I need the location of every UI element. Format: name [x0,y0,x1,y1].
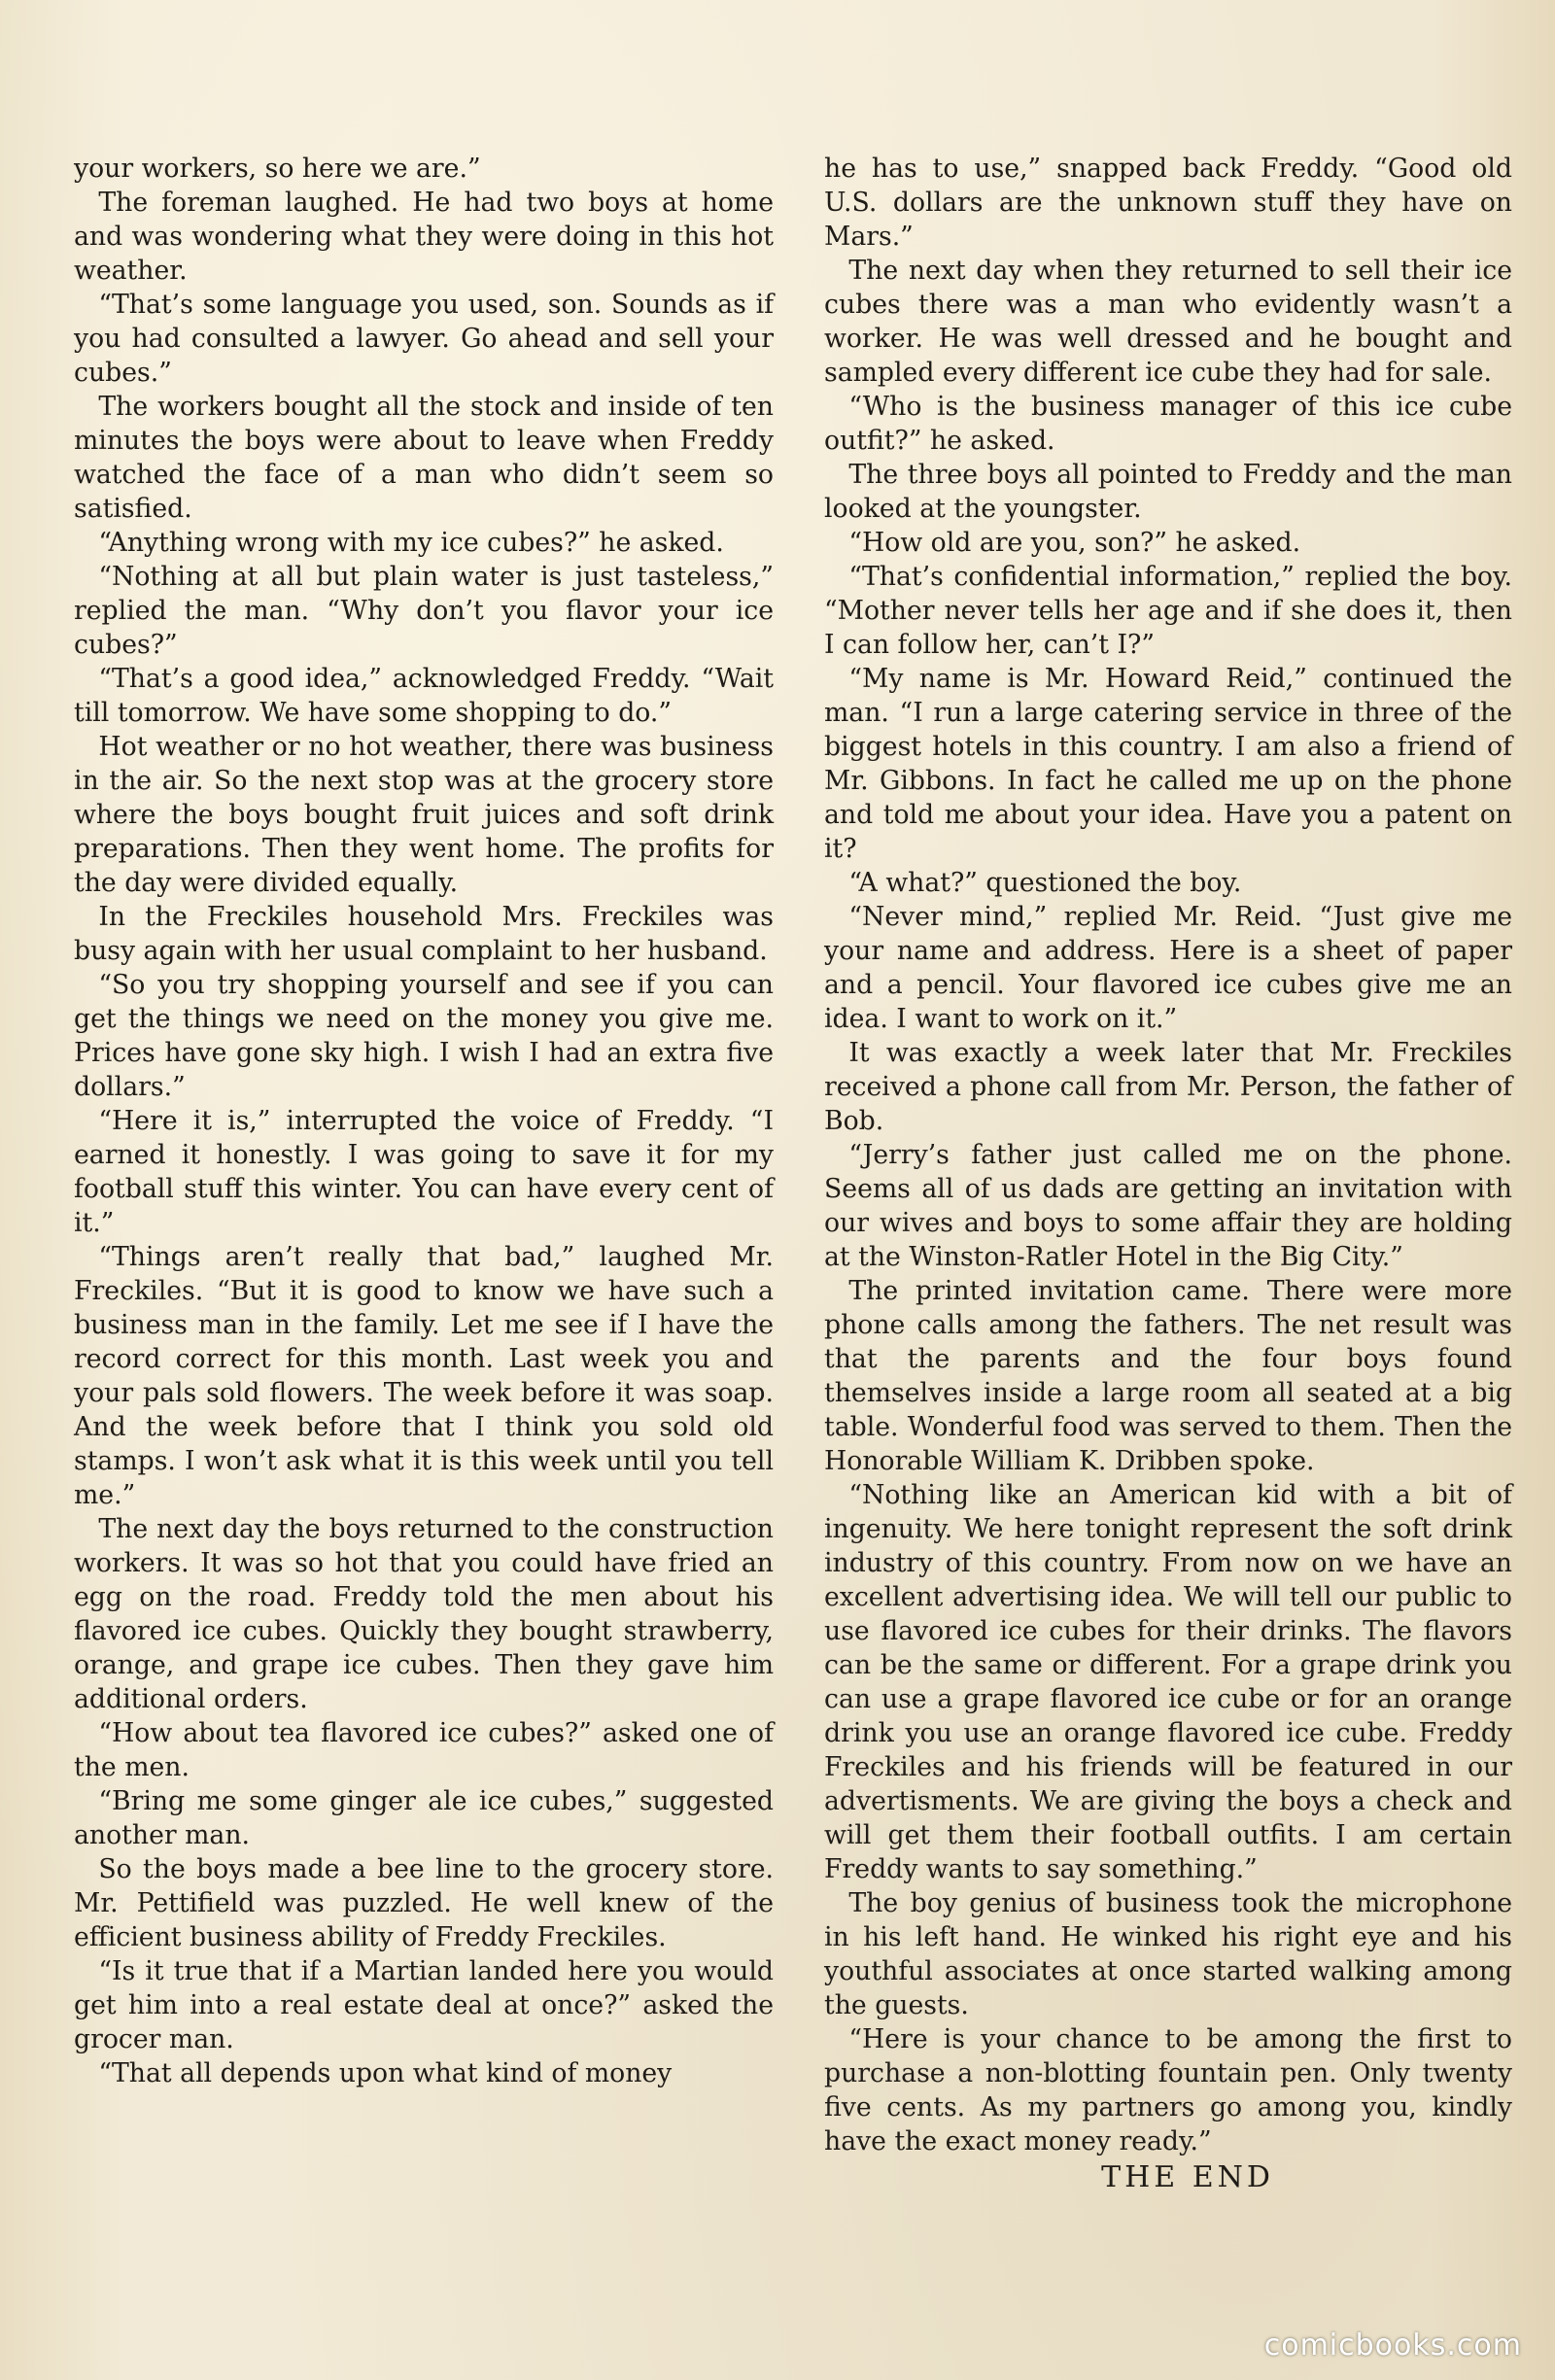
paragraph: “Anything wrong with my ice cubes?” he asked. [98,528,724,558]
paragraph: “A what?” questioned the boy. [848,868,1242,898]
paragraph: “Is it true that if a Martian landed here you would get him into a real estate deal at once?” asked the grocer man. [74,1956,774,2054]
paragraph: “Nothing like an American kid with a bit of ingenuity. We here tonight represent the soft drink industry of this country. From now on we have an excellent advertising idea. We will tell our public to use flavored ice cubes for their drinks. The flavors can be the same or different. For a grape drink you can use a grape flavored ice cube or for an orange drink you use an orange flavored ice cube. Freddy Freckiles and his friends will be featured in our advertisments. We are giving the boys a check and will get them their football outfits. I am certain Freddy wants to say something.” [824,1480,1512,1884]
paragraph: In the Freckiles household Mrs. Freckiles was busy again with her usual complaint to her husband. [74,902,774,966]
paragraph: “My name is Mr. Howard Reid,” continued the man. “I run a large catering service in three of the biggest hotels in this country. I am also a friend of Mr. Gibbons. In fact he called me up on the phone and told me about your idea. Have you a patent on it? [824,664,1512,864]
paragraph: “That’s some language you used, son. Sounds as if you had consulted a lawyer. Go ahead and sell your cubes.” [74,290,774,388]
left-column [74,152,774,2090]
paragraph: “Who is the business manager of this ice cube outfit?” he asked. [824,392,1512,456]
paragraph: “Nothing at all but plain water is just tasteless,” replied the man. “Why don’t you flavor your ice cubes?” [74,562,774,660]
paragraph: The next day when they returned to sell their ice cubes there was a man who evidently wasn’t a worker. He was well dressed and he bought and sampled every different ice cube they had for sale. [824,256,1512,388]
paragraph: So the boys made a bee line to the grocery store. Mr. Pettifield was puzzled. He well knew of the efficient business ability of Freddy Freckiles. [74,1854,774,1952]
paragraph: “How old are you, son?” he asked. [848,528,1301,558]
paragraph: Hot weather or no hot weather, there was business in the air. So the next stop was at the grocery store where the boys bought fruit juices and soft drink preparations. Then they went home. The profits for the day were divided equally. [74,732,774,898]
right-column [824,152,1512,2194]
paragraph: It was exactly a week later that Mr. Freckiles received a phone call from Mr. Person, the father of Bob. [824,1038,1512,1136]
paragraph: “Here it is,” interrupted the voice of Freddy. “I earned it honestly. I was going to save it for my football stuff this winter. You can have every cent of it.” [74,1106,774,1238]
paragraph: The next day the boys returned to the construction workers. It was so hot that you could have fried an egg on the road. Freddy told the men about his flavored ice cubes. Quickly they bought strawberry, orange, and grape ice cubes. Then they gave him additional orders. [74,1514,774,1714]
paragraph: “Things aren’t really that bad,” laughed Mr. Freckiles. “But it is good to know we have such a business man in the family. Let me see if I have the record correct for this month. Last week you and your pals sold flowers. The week before it was soap. And the week before that I think you sold old stamps. I won’t ask what it is this week until you tell me.” [74,1242,774,1510]
paragraph: “So you try shopping yourself and see if you can get the things we need on the money you give me. Prices have gone sky high. I wish I had an extra five dollars.” [74,970,774,1102]
paragraph: The three boys all pointed to Freddy and the man looked at the youngster. [824,460,1512,524]
watermark: comicbooks.com [1263,2328,1522,2363]
paragraph: The foreman laughed. He had two boys at home and was wondering what they were doing in this hot weather. [74,188,774,286]
paragraph: “Bring me some ginger ale ice cubes,” suggested another man. [74,1786,774,1850]
paragraph: “How about tea flavored ice cubes?” asked one of the men. [74,1718,774,1782]
paragraph: The workers bought all the stock and inside of ten minutes the boys were about to leave when Freddy watched the face of a man who didn’t seem so satisfied. [74,392,774,524]
paragraph: “Here is your chance to be among the first to purchase a non-blotting fountain pen. Only twenty five cents. As my partners go among you, kindly have the exact money ready.” [824,2024,1512,2156]
paragraph: “Never mind,” replied Mr. Reid. “Just give me your name and address. Here is a sheet of paper and a pencil. Your flavored ice cubes give me an idea. I want to work on it.” [824,902,1512,1034]
paragraph: “That’s confidential information,” replied the boy. “Mother never tells her age and if she does it, then I can follow her, can’t I?” [824,562,1512,660]
paragraph: The printed invitation came. There were more phone calls among the fathers. The net result was that the parents and the four boys found themselves inside a large room all seated at a big table. Wonderful food was served to them. Then the Honorable William K. Dribben spoke. [824,1276,1512,1476]
the-end-label: THE END [1101,2160,1274,2194]
paragraph: your workers, so here we are.” [74,154,481,184]
paragraph: “That all depends upon what kind of money [98,2058,673,2088]
paragraph: he has to use,” snapped back Freddy. “Good old U.S. dollars are the unknown stuff they have on Mars.” [824,154,1512,252]
paragraph: “That’s a good idea,” acknowledged Freddy. “Wait till tomorrow. We have some shopping to do.” [74,664,774,728]
paragraph: The boy genius of business took the microphone in his left hand. He winked his right eye and his youthful associates at once started walking among the guests. [824,1888,1512,2020]
paragraph: “Jerry’s father just called me on the phone. Seems all of us dads are getting an invitation with our wives and boys to some affair they are holding at the Winston-Ratler Hotel in the Big City.” [824,1140,1512,1272]
